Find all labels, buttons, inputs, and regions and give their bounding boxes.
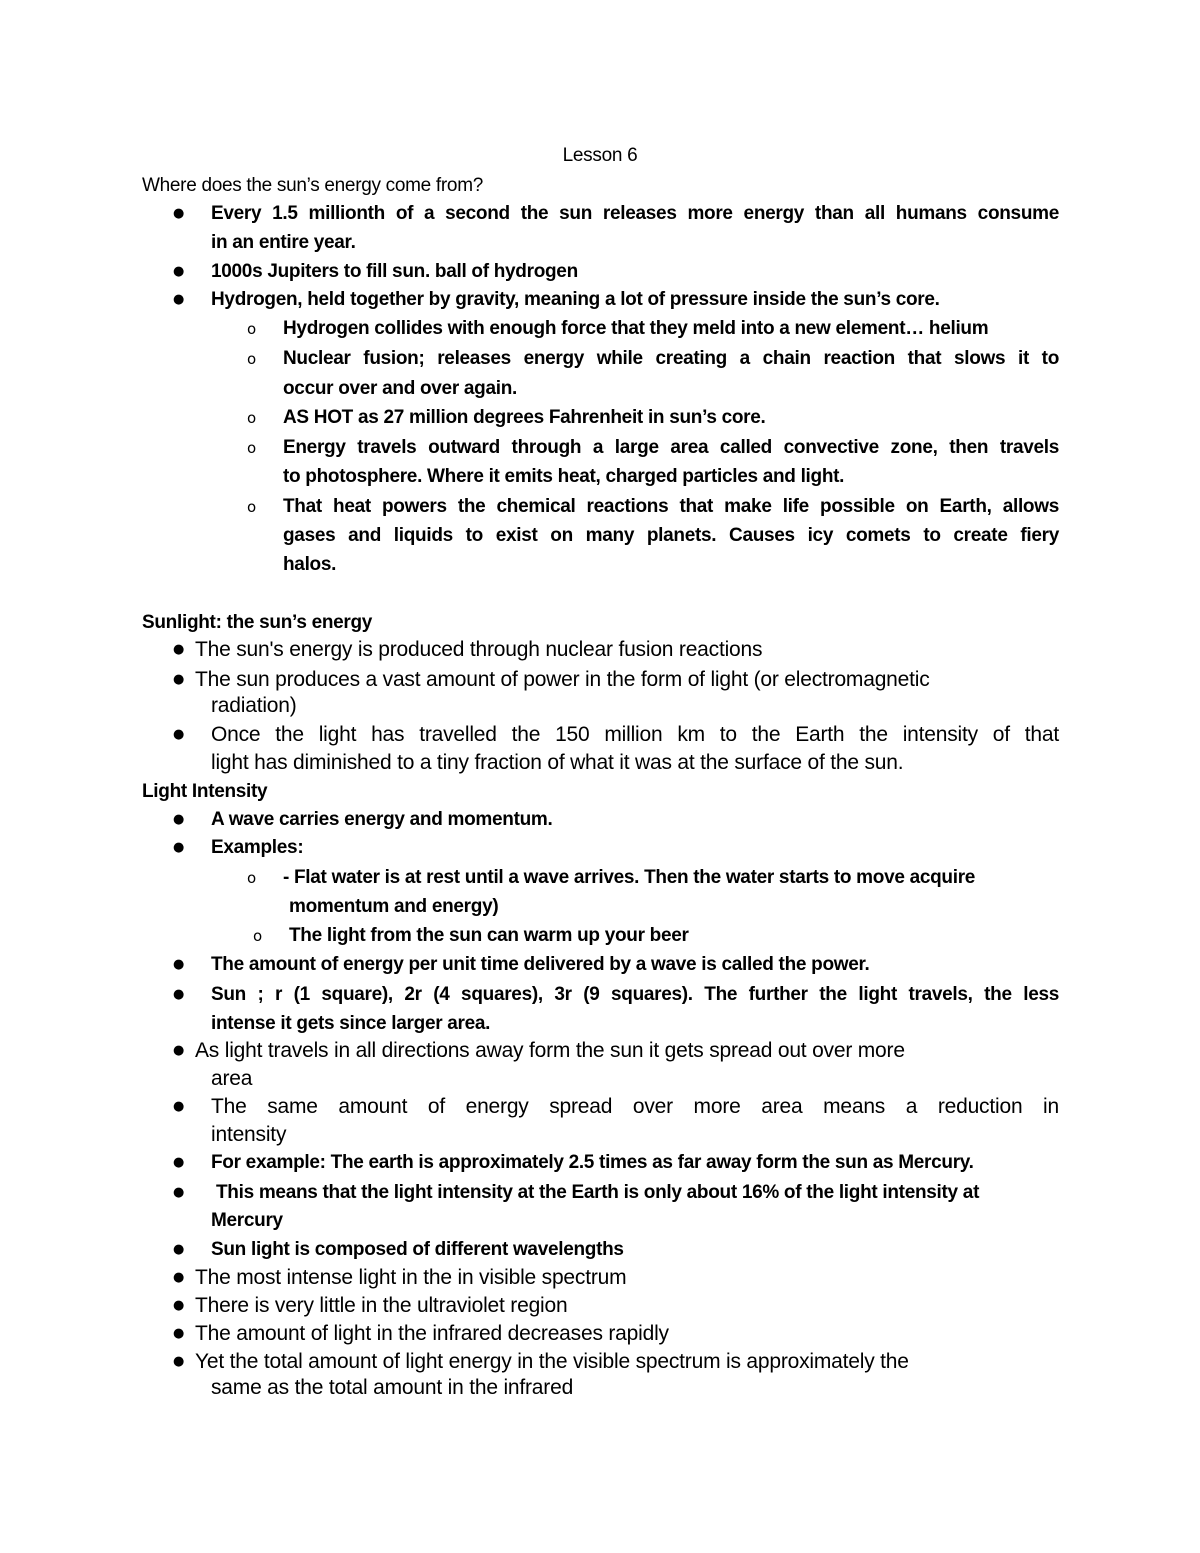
list-item: There is very little in the ultraviolet region (195, 1294, 568, 1317)
bullet-dot-icon: ● (173, 1099, 185, 1114)
sub-list-item: Nuclear fusion; releases energy while creating a chain reaction that slows it to (283, 348, 1059, 369)
list-item: Sun light is composed of different wavelengths (211, 1239, 624, 1260)
list-item: As light travels in all directions away form the sun it gets spread out over more (195, 1039, 905, 1062)
list-item: The amount of energy per unit time delivered by a wave is called the power. (211, 954, 870, 975)
list-item: This means that the light intensity at the Earth is only about 16% of the light intensity at (216, 1182, 980, 1203)
list-item: The most intense light in the in visible spectrum (195, 1266, 627, 1289)
sub-list-item: AS HOT as 27 million degrees Fahrenheit in sun’s core. (283, 407, 766, 428)
bullet-dot-icon: ● (173, 1298, 185, 1313)
sub-list-item-cont: to photosphere. Where it emits heat, charged particles and light. (283, 466, 845, 487)
sub-list-item-cont: halos. (283, 554, 337, 575)
list-item: The amount of light in the infrared decreases rapidly (195, 1322, 669, 1345)
bullet-dot-icon: ● (173, 957, 185, 972)
list-item: Once the light has travelled the 150 million km to the Earth the intensity of that (211, 723, 1059, 746)
bullet-dot-icon: ● (173, 1354, 185, 1369)
list-item: Hydrogen, held together by gravity, meaning a lot of pressure inside the sun’s core. (211, 289, 940, 310)
bullet-circle-icon: o (247, 320, 257, 338)
list-item-cont: light has diminished to a tiny fraction of what it was at the surface of the sun. (211, 751, 904, 774)
list-item-cont: intense it gets since larger area. (211, 1013, 491, 1034)
page-title: Lesson 6 (562, 145, 638, 166)
sub-list-item: The light from the sun can warm up your beer (289, 925, 689, 946)
list-item: Every 1.5 millionth of a second the sun releases more energy than all humans consume (211, 203, 1059, 224)
sub-list-item-cont: occur over and over again. (283, 378, 518, 399)
sub-list-item-cont: momentum and energy) (289, 896, 499, 917)
list-item-cont: Mercury (211, 1210, 283, 1231)
list-item: 1000s Jupiters to fill sun. ball of hydrogen (211, 261, 578, 282)
bullet-circle-icon: o (247, 350, 257, 368)
section-heading-light-intensity: Light Intensity (142, 781, 268, 802)
bullet-dot-icon: ● (173, 1155, 185, 1170)
bullet-circle-icon: o (253, 927, 263, 945)
list-item: A wave carries energy and momentum. (211, 809, 553, 830)
bullet-dot-icon: ● (173, 264, 185, 279)
sub-list-item-cont: gases and liquids to exist on many planets. Causes icy comets to create fiery (283, 525, 1059, 546)
bullet-dot-icon: ● (173, 642, 185, 657)
list-item: The sun's energy is produced through nuclear fusion reactions (195, 638, 763, 661)
section-heading-sunlight: Sunlight: the sun’s energy (142, 612, 373, 633)
bullet-dot-icon: ● (173, 840, 185, 855)
bullet-dot-icon: ● (173, 672, 185, 687)
section-heading-sun-energy: Where does the sun’s energy come from? (142, 175, 483, 196)
bullet-dot-icon: ● (173, 987, 185, 1002)
list-item: The sun produces a vast amount of power in the form of light (or electromagnetic (195, 668, 930, 691)
bullet-circle-icon: o (247, 439, 257, 457)
bullet-dot-icon: ● (173, 1043, 185, 1058)
list-item-cont: intensity (211, 1123, 287, 1146)
list-item-cont: area (211, 1067, 253, 1090)
bullet-dot-icon: ● (173, 1270, 185, 1285)
list-item-cont: same as the total amount in the infrared (211, 1376, 574, 1399)
bullet-dot-icon: ● (173, 206, 185, 221)
bullet-circle-icon: o (247, 498, 257, 516)
list-item: Yet the total amount of light energy in the visible spectrum is approximately the (195, 1350, 909, 1373)
list-item: The same amount of energy spread over more area means a reduction in (211, 1095, 1059, 1118)
list-item: Sun ; r (1 square), 2r (4 squares), 3r (9 squares). The further the light travels, the less (211, 984, 1059, 1005)
sub-list-item: - Flat water is at rest until a wave arrives. Then the water starts to move acquire (283, 867, 976, 888)
list-item: For example: The earth is approximately 2.5 times as far away form the sun as Mercury. (211, 1152, 974, 1173)
bullet-dot-icon: ● (173, 1185, 185, 1200)
bullet-circle-icon: o (247, 869, 257, 887)
sub-list-item: That heat powers the chemical reactions that make life possible on Earth, allows (283, 496, 1059, 517)
bullet-dot-icon: ● (173, 812, 185, 827)
bullet-circle-icon: o (247, 409, 257, 427)
sub-list-item: Energy travels outward through a large area called convective zone, then travels (283, 437, 1059, 458)
bullet-dot-icon: ● (173, 727, 185, 742)
list-item-cont: in an entire year. (211, 232, 356, 253)
list-item: Examples: (211, 837, 304, 858)
bullet-dot-icon: ● (173, 1242, 185, 1257)
sub-list-item: Hydrogen collides with enough force that they meld into a new element… helium (283, 318, 989, 339)
bullet-dot-icon: ● (173, 1326, 185, 1341)
list-item-cont: radiation) (211, 694, 297, 717)
bullet-dot-icon: ● (173, 292, 185, 307)
